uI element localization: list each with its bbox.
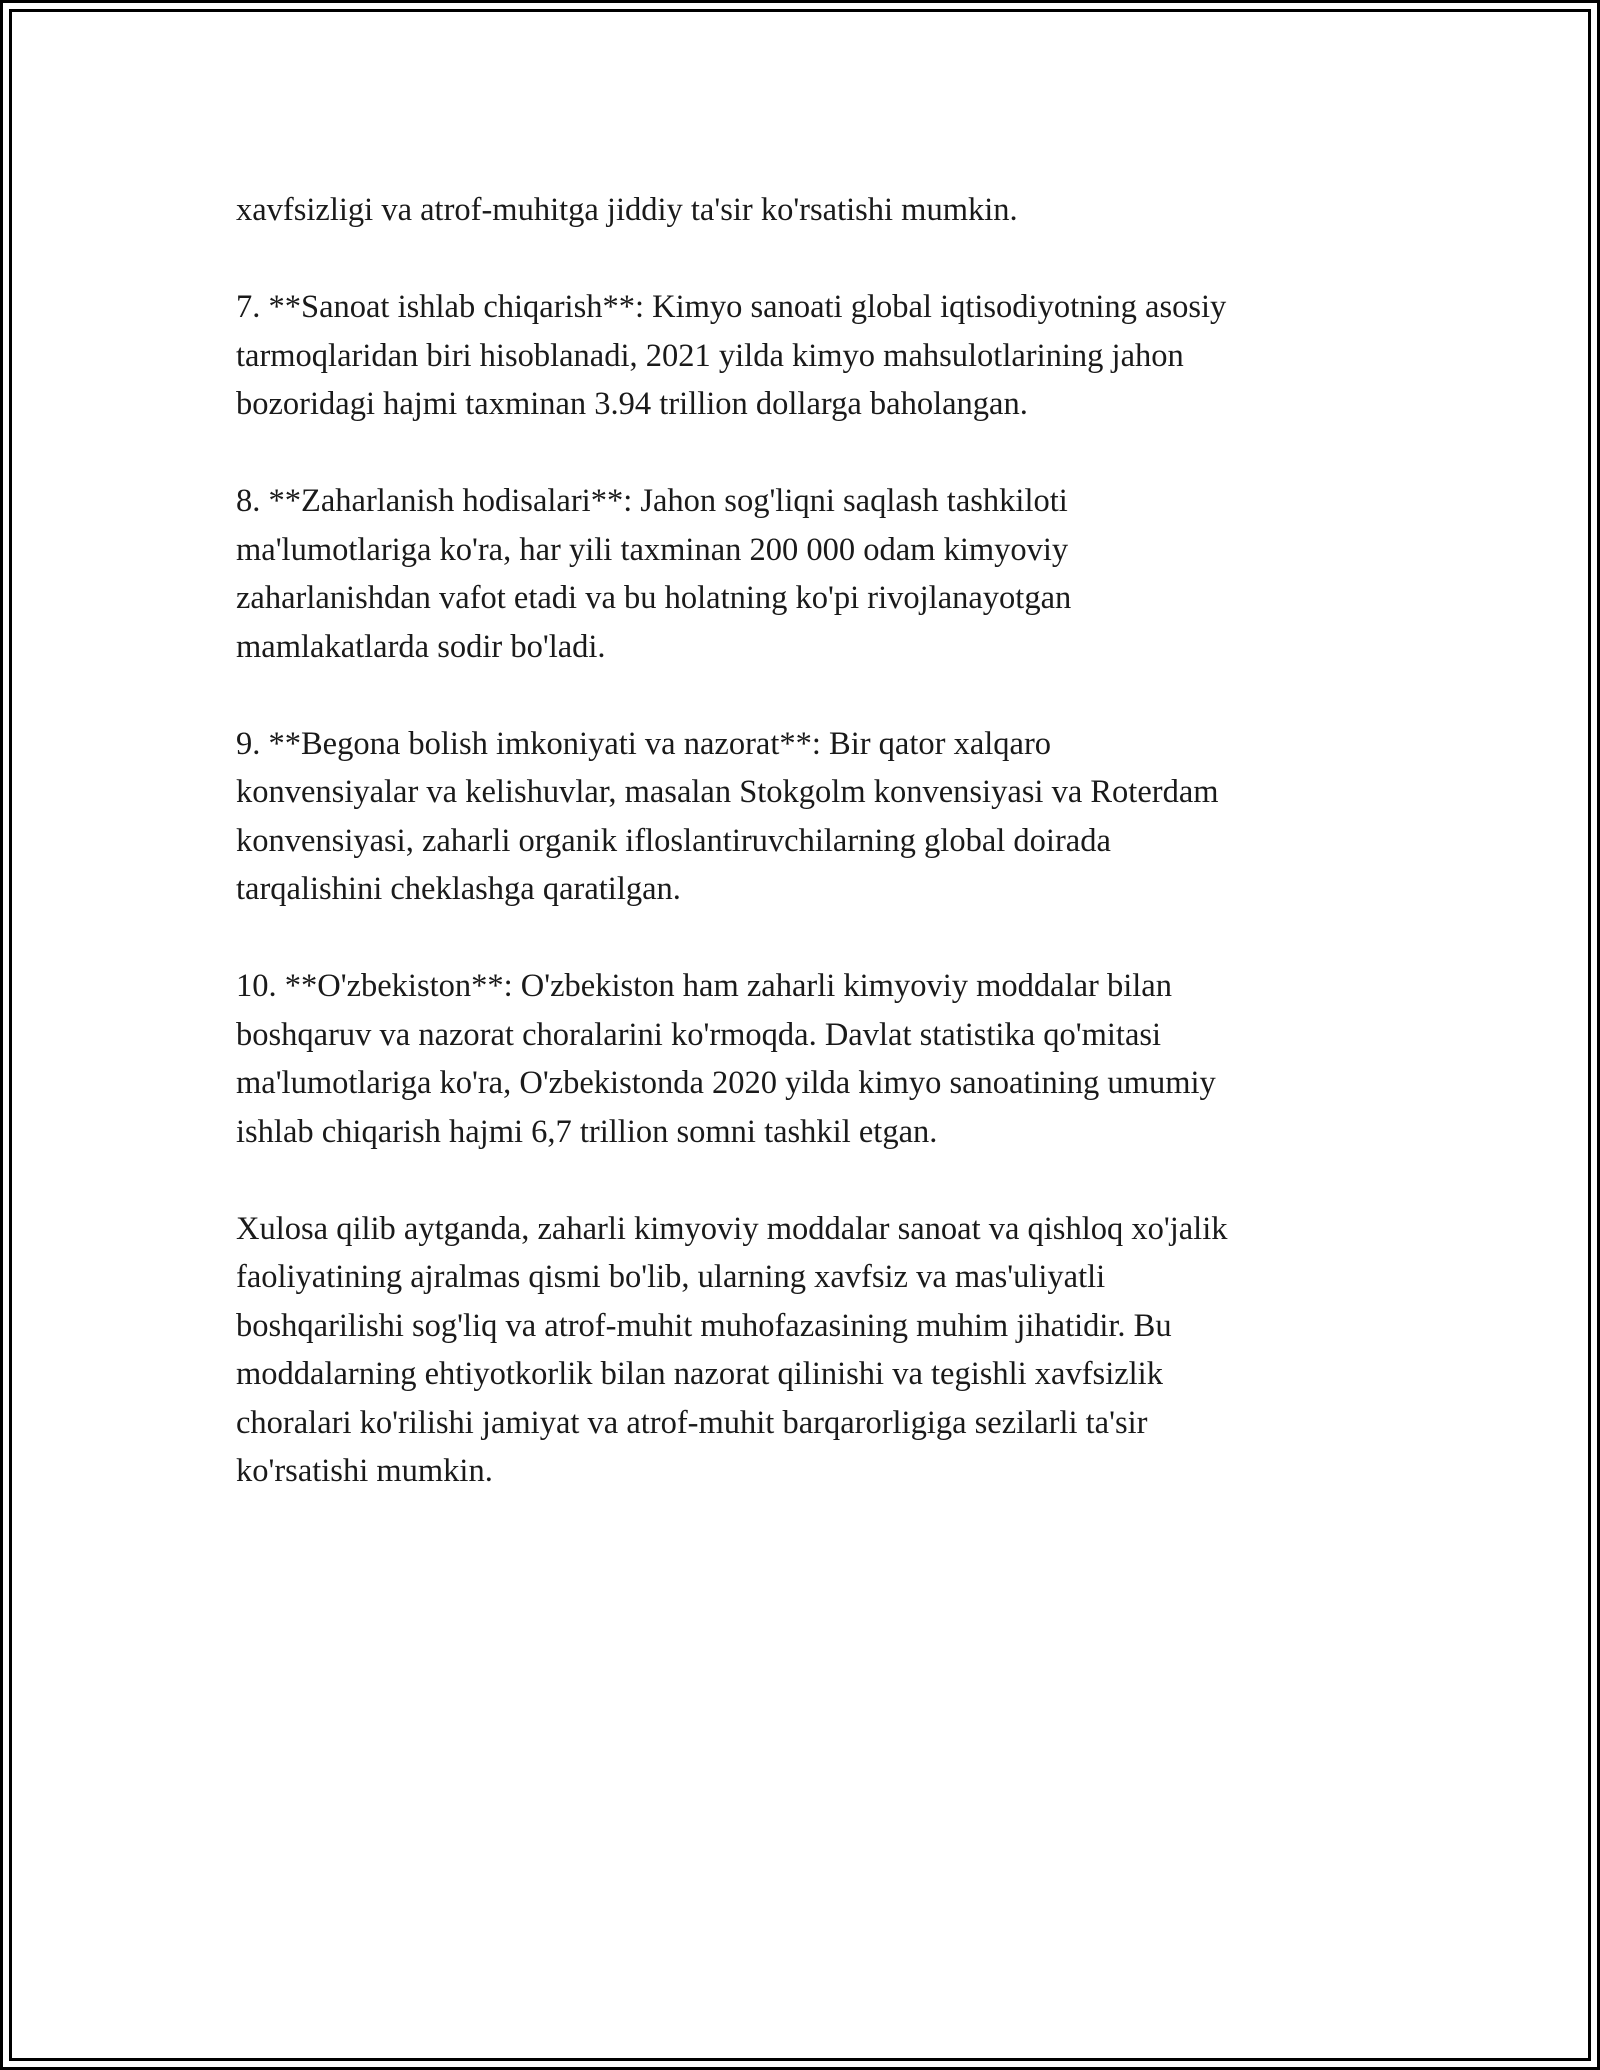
text-line: xavfsizligi va atrof-muhitga jiddiy ta'sir ko'rsatishi mumkin.: [236, 192, 1018, 228]
text-line: 9. **Begona bolish imkoniyati va nazorat**: Bir qator xalqaro: [236, 725, 1052, 762]
text-line: 8. **Zaharlanish hodisalari**: Jahon sog'liqni saqlash tashkiloti: [236, 483, 1068, 519]
paragraph-conclusion: [236, 1205, 1386, 1496]
text-line: moddalarning ehtiyotkorlik bilan nazorat qilinishi va tegishli xavfsizlik: [236, 1356, 1163, 1392]
text-line: ishlab chiqarish hajmi 6,7 trillion somni tashkil etgan.: [236, 1113, 938, 1150]
text-line: faoliyatining ajralmas qismi bo'lib, ularning xavfsiz va mas'uliyatli: [236, 1259, 1106, 1295]
paragraph-continuation: [236, 186, 1386, 235]
text-line: Xulosa qilib aytganda, zaharli kimyoviy moddalar sanoat va qishloq xo'jalik: [236, 1210, 1228, 1247]
text-line: tarqalishini cheklashga qaratilgan.: [236, 871, 681, 907]
text-line: zaharlanishdan vafot etadi va bu holatning ko'pi rivojlanayotgan: [236, 580, 1072, 616]
paragraph-item-8-poisoning-incidents: [236, 477, 1386, 671]
text-line: konvensiyalar va kelishuvlar, masalan Stokgolm konvensiyasi va Roterdam: [236, 774, 1219, 810]
text-line: 7. **Sanoat ishlab chiqarish**: Kimyo sanoati global iqtisodiyotning asosiy: [236, 289, 1227, 325]
paragraph-item-9-control: [236, 720, 1386, 914]
text-line: boshqaruv va nazorat choralarini ko'rmoqda. Davlat statistika qo'mitasi: [236, 1016, 1162, 1053]
text-line: ma'lumotlariga ko'ra, har yili taxminan 200 000 odam kimyoviy: [236, 531, 1069, 568]
text-line: ma'lumotlariga ko'ra, O'zbekistonda 2020 yilda kimyo sanoatining umumiy: [236, 1065, 1216, 1101]
paragraph-item-10-uzbekistan: [236, 962, 1386, 1156]
text-line: boshqarilishi sog'liq va atrof-muhit muhofazasining muhim jihatidir. Bu: [236, 1307, 1172, 1344]
text-line: bozoridagi hajmi taxminan 3.94 trillion dollarga baholangan.: [236, 386, 1028, 422]
text-line: choralari ko'rilishi jamiyat va atrof-muhit barqarorligiga sezilarli ta'sir: [236, 1404, 1148, 1441]
text-line: ko'rsatishi mumkin.: [236, 1453, 493, 1489]
text-line: tarmoqlaridan biri hisoblanadi, 2021 yilda kimyo mahsulotlarining jahon: [236, 337, 1184, 374]
document-body: [236, 186, 1386, 1544]
text-line: mamlakatlarda sodir bo'ladi.: [236, 628, 606, 665]
text-line: 10. **O'zbekiston**: O'zbekiston ham zaharli kimyoviy moddalar bilan: [236, 968, 1172, 1004]
paragraph-item-7-industrial-production: [236, 283, 1386, 429]
text-line: konvensiyasi, zaharli organik ifloslantiruvchilarning global doirada: [236, 822, 1111, 859]
